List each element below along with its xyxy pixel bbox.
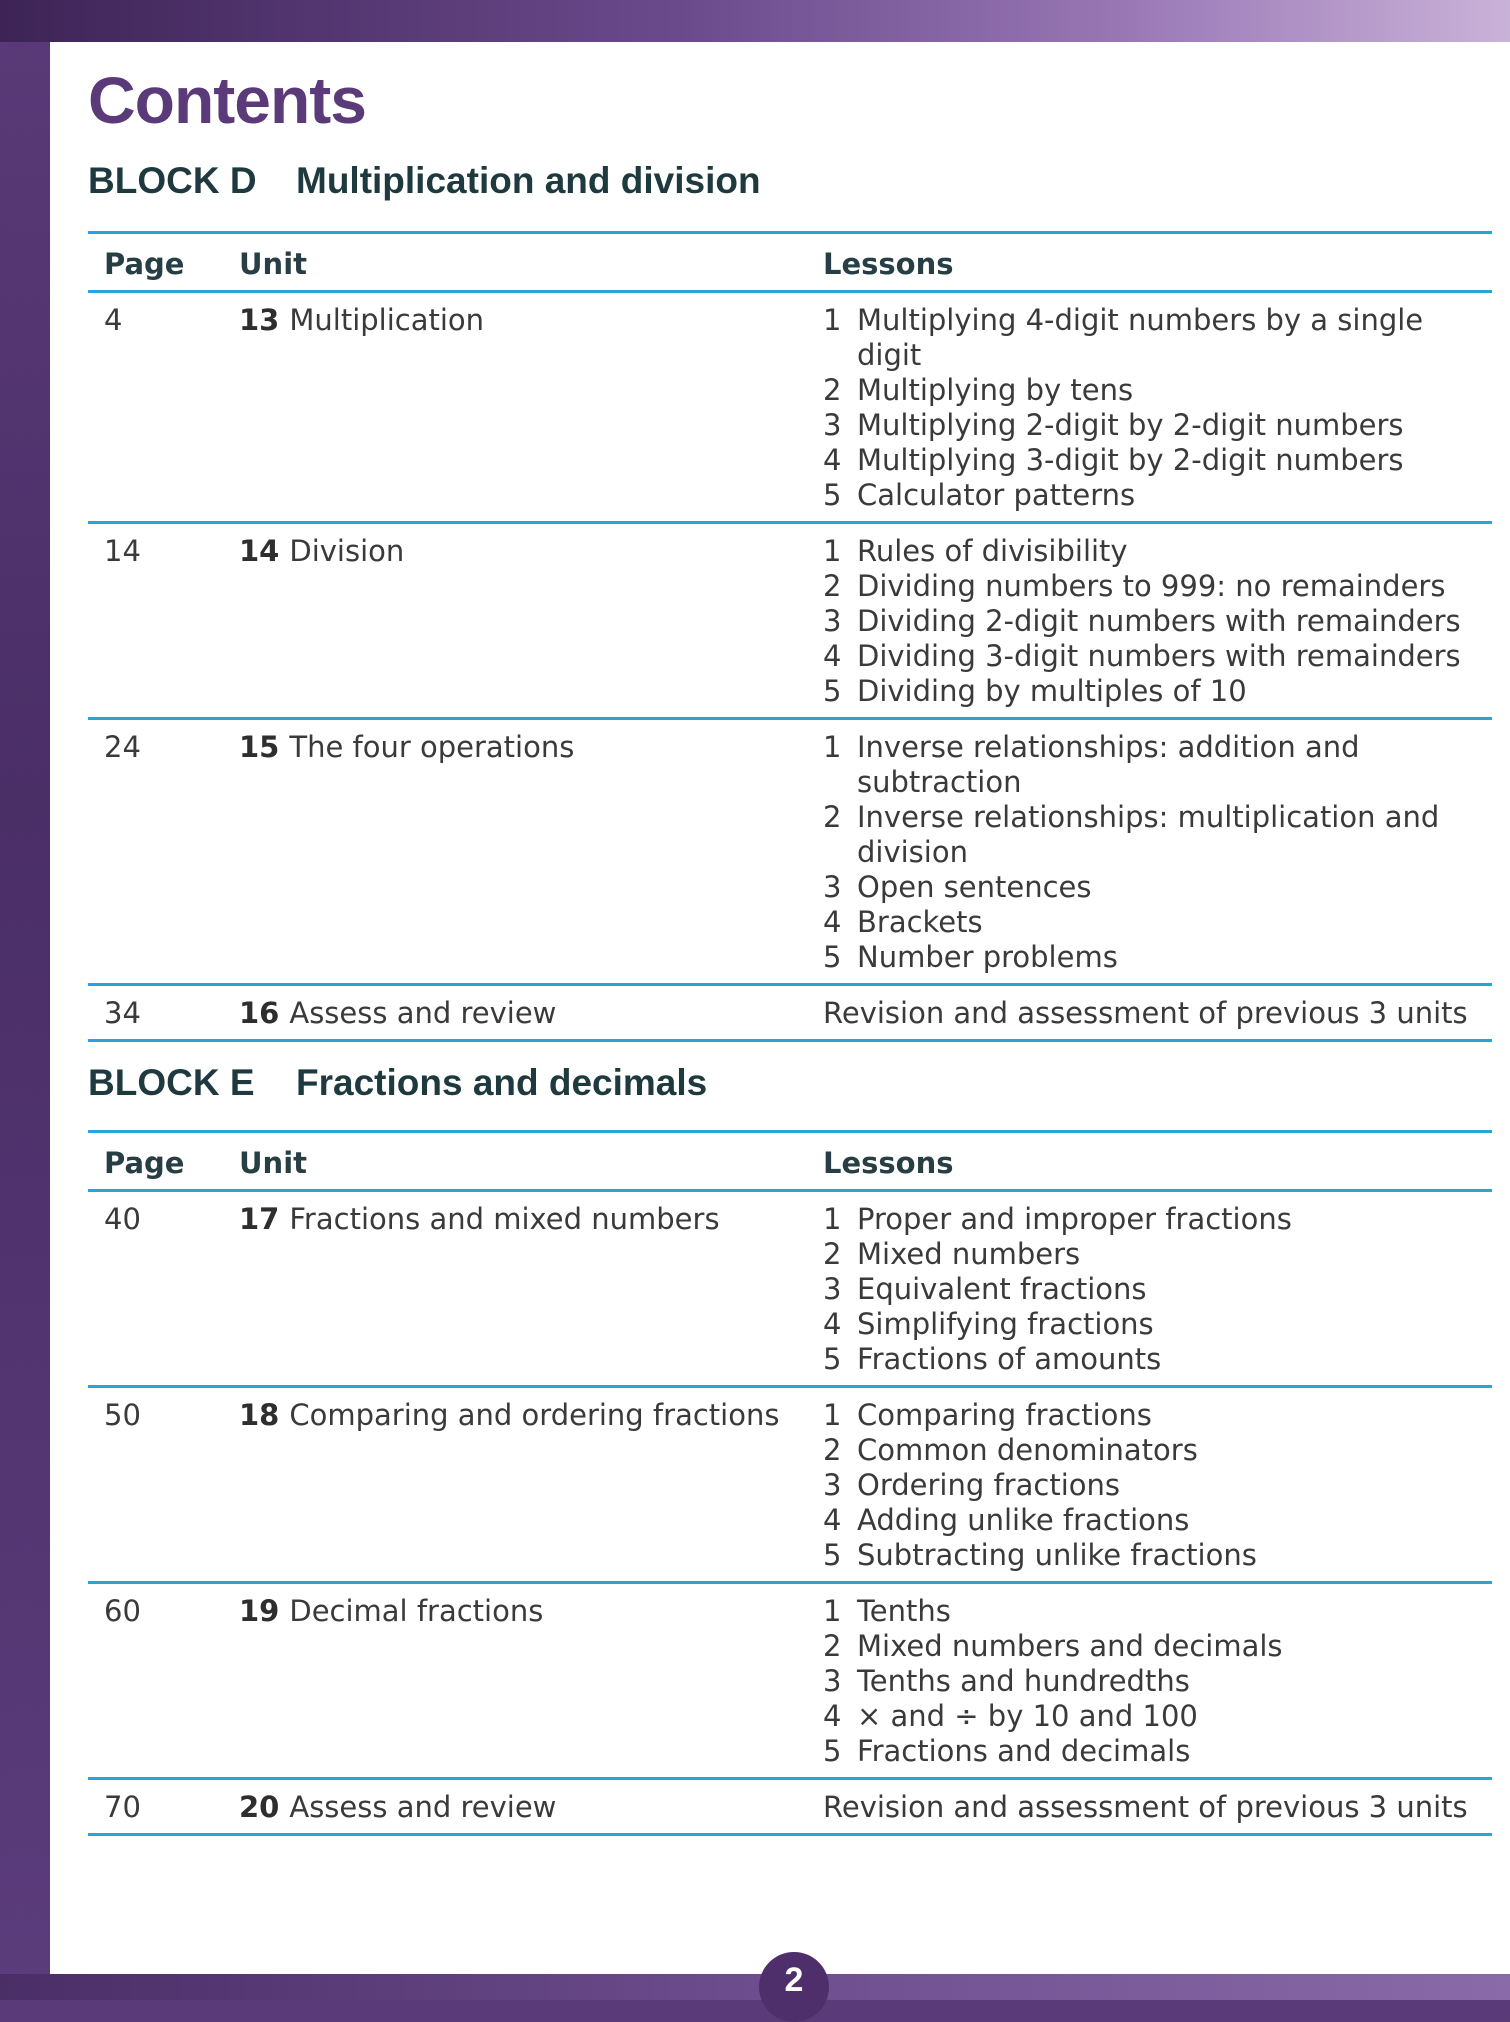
lesson-item (823, 940, 1484, 975)
lesson-title: Rules of divisibility (857, 534, 1128, 568)
unit-row (88, 985, 1492, 1041)
lesson-item (823, 639, 1484, 674)
block-e-heading (88, 1062, 707, 1104)
lesson-number: 5 (823, 674, 842, 708)
lesson-number: 5 (823, 478, 842, 512)
lesson-number: 5 (823, 1342, 842, 1376)
lesson-title: Mixed numbers (857, 1237, 1081, 1271)
unit-title: Multiplication (289, 303, 485, 337)
lesson-title: Tenths (857, 1594, 951, 1628)
lesson-item (823, 303, 1484, 373)
lesson-item (823, 443, 1484, 478)
column-header-lessons: Lessons (807, 1132, 1492, 1191)
lesson-item (823, 534, 1484, 569)
lesson-item (823, 1629, 1484, 1664)
block-label: BLOCK D (88, 160, 257, 201)
lesson-number: 2 (823, 800, 842, 834)
lesson-number: 4 (823, 443, 842, 477)
lesson-item (823, 1468, 1484, 1503)
lesson-item (823, 905, 1484, 940)
lesson-number: 1 (823, 1202, 842, 1236)
lesson-number: 5 (823, 1734, 842, 1768)
lesson-item (823, 1202, 1484, 1237)
lesson-number: 4 (823, 639, 842, 673)
lesson-list (823, 1202, 1484, 1377)
lesson-number: 1 (823, 534, 842, 568)
lesson-number: 2 (823, 1629, 842, 1663)
lesson-list (823, 534, 1484, 709)
lesson-item (823, 1237, 1484, 1272)
lesson-item (823, 569, 1484, 604)
unit-summary: Revision and assessment of previous 3 units (823, 1790, 1468, 1824)
lesson-title: Dividing numbers to 999: no remainders (857, 569, 1446, 603)
unit-row (88, 1779, 1492, 1835)
lesson-number: 4 (823, 1503, 842, 1537)
unit-number: 18 (239, 1398, 280, 1432)
lesson-number: 2 (823, 373, 842, 407)
lesson-item (823, 1699, 1484, 1734)
unit-summary: Revision and assessment of previous 3 units (823, 996, 1468, 1030)
unit-number: 16 (239, 996, 280, 1030)
lesson-number: 5 (823, 940, 842, 974)
page-number: 34 (88, 985, 231, 1041)
lesson-title: Tenths and hundredths (857, 1664, 1190, 1698)
page-number: 70 (88, 1779, 231, 1835)
lesson-title: Subtracting unlike fractions (857, 1538, 1257, 1572)
lesson-number: 2 (823, 1433, 842, 1467)
contents-table-block-e (88, 1130, 1492, 1836)
lesson-list (823, 1594, 1484, 1769)
lesson-title: Comparing fractions (857, 1398, 1152, 1432)
lesson-number: 2 (823, 569, 842, 603)
page-title: Contents (88, 63, 366, 137)
lesson-item (823, 1503, 1484, 1538)
unit-title: The four operations (289, 730, 575, 764)
lessons-cell (807, 523, 1492, 719)
top-border (0, 0, 1510, 42)
lesson-list (823, 730, 1484, 975)
unit-number: 20 (239, 1790, 280, 1824)
lesson-item (823, 1734, 1484, 1769)
lesson-item (823, 1398, 1484, 1433)
lesson-item (823, 870, 1484, 905)
unit-title: Assess and review (289, 996, 557, 1030)
lesson-item (823, 1433, 1484, 1468)
lesson-list (823, 1398, 1484, 1573)
unit-title: Comparing and ordering fractions (289, 1398, 780, 1432)
lesson-number: 3 (823, 870, 842, 904)
lesson-number: 5 (823, 1538, 842, 1572)
lessons-cell (807, 1779, 1492, 1835)
lesson-item (823, 1594, 1484, 1629)
unit-cell (231, 985, 807, 1041)
lesson-title: Inverse relationships: multiplication and division (857, 800, 1440, 869)
lesson-title: Open sentences (857, 870, 1092, 904)
lesson-number: 4 (823, 905, 842, 939)
unit-row (88, 1387, 1492, 1583)
lesson-list (823, 303, 1484, 513)
lesson-item (823, 730, 1484, 800)
lesson-number: 1 (823, 303, 842, 337)
lesson-number: 1 (823, 1594, 842, 1628)
page-number: 14 (88, 523, 231, 719)
table-header-row (88, 233, 1492, 292)
unit-number: 17 (239, 1202, 280, 1236)
lesson-title: Multiplying 3-digit by 2-digit numbers (857, 443, 1404, 477)
lesson-title: Multiplying by tens (857, 373, 1134, 407)
lesson-title: Multiplying 2-digit by 2-digit numbers (857, 408, 1404, 442)
page-number-badge: 2 (759, 1952, 829, 2022)
unit-number: 13 (239, 303, 280, 337)
lesson-item (823, 408, 1484, 443)
lesson-title: Ordering fractions (857, 1468, 1120, 1502)
page-number: 24 (88, 719, 231, 985)
unit-cell (231, 1191, 807, 1387)
unit-title: Decimal fractions (289, 1594, 544, 1628)
unit-cell (231, 1779, 807, 1835)
lesson-number: 2 (823, 1237, 842, 1271)
column-header-page: Page (88, 1132, 231, 1191)
unit-title: Fractions and mixed numbers (289, 1202, 720, 1236)
column-header-lessons: Lessons (807, 233, 1492, 292)
lesson-item (823, 1307, 1484, 1342)
page-number: 4 (88, 292, 231, 523)
lesson-title: Mixed numbers and decimals (857, 1629, 1283, 1663)
lesson-number: 3 (823, 1468, 842, 1502)
lesson-title: Adding unlike fractions (857, 1503, 1190, 1537)
page-number: 60 (88, 1583, 231, 1779)
lesson-title: Number problems (857, 940, 1118, 974)
table-header-row (88, 1132, 1492, 1191)
unit-cell (231, 719, 807, 985)
unit-row (88, 1191, 1492, 1387)
unit-row (88, 1583, 1492, 1779)
lessons-cell (807, 719, 1492, 985)
lesson-title: Proper and improper fractions (857, 1202, 1292, 1236)
block-d-heading (88, 160, 761, 202)
lesson-title: Dividing 3-digit numbers with remainders (857, 639, 1461, 673)
lesson-item (823, 604, 1484, 639)
lesson-title: Fractions of amounts (857, 1342, 1162, 1376)
lesson-title: Multiplying 4-digit numbers by a single digit (857, 303, 1424, 372)
lesson-item (823, 1272, 1484, 1307)
bottom-border (0, 1974, 1510, 2000)
unit-title: Assess and review (289, 1790, 557, 1824)
lesson-title: Dividing 2-digit numbers with remainders (857, 604, 1461, 638)
lesson-item (823, 800, 1484, 870)
lesson-title: × and ÷ by 10 and 100 (857, 1699, 1198, 1733)
lesson-title: Fractions and decimals (857, 1734, 1191, 1768)
lesson-title: Dividing by multiples of 10 (857, 674, 1247, 708)
unit-title: Division (289, 534, 405, 568)
lesson-title: Calculator patterns (857, 478, 1136, 512)
page-number: 50 (88, 1387, 231, 1583)
lessons-cell (807, 1191, 1492, 1387)
column-header-unit: Unit (231, 1132, 807, 1191)
lessons-cell (807, 1583, 1492, 1779)
lesson-number: 3 (823, 1664, 842, 1698)
block-title: Fractions and decimals (296, 1062, 708, 1103)
lesson-number: 1 (823, 1398, 842, 1432)
unit-cell (231, 292, 807, 523)
lesson-title: Simplifying fractions (857, 1307, 1154, 1341)
lesson-number: 1 (823, 730, 842, 764)
unit-number: 19 (239, 1594, 280, 1628)
block-label: BLOCK E (88, 1062, 255, 1103)
lesson-item (823, 1538, 1484, 1573)
lesson-item (823, 478, 1484, 513)
column-header-unit: Unit (231, 233, 807, 292)
lesson-number: 3 (823, 408, 842, 442)
unit-row (88, 523, 1492, 719)
lesson-title: Inverse relationships: addition and subtraction (857, 730, 1360, 799)
lesson-item (823, 1342, 1484, 1377)
unit-number: 15 (239, 730, 280, 764)
lessons-cell (807, 1387, 1492, 1583)
lesson-item (823, 1664, 1484, 1699)
column-header-page: Page (88, 233, 231, 292)
lesson-number: 4 (823, 1699, 842, 1733)
unit-number: 14 (239, 534, 280, 568)
lesson-number: 4 (823, 1307, 842, 1341)
contents-table-block-d (88, 231, 1492, 1042)
lesson-item (823, 674, 1484, 709)
block-title: Multiplication and division (296, 160, 761, 201)
lessons-cell (807, 292, 1492, 523)
lessons-cell (807, 985, 1492, 1041)
lesson-title: Brackets (857, 905, 983, 939)
unit-row (88, 292, 1492, 523)
page-number: 40 (88, 1191, 231, 1387)
unit-cell (231, 1387, 807, 1583)
lesson-item (823, 373, 1484, 408)
lesson-title: Common denominators (857, 1433, 1198, 1467)
unit-cell (231, 523, 807, 719)
lesson-title: Equivalent fractions (857, 1272, 1147, 1306)
unit-cell (231, 1583, 807, 1779)
lesson-number: 3 (823, 604, 842, 638)
lesson-number: 3 (823, 1272, 842, 1306)
unit-row (88, 719, 1492, 985)
